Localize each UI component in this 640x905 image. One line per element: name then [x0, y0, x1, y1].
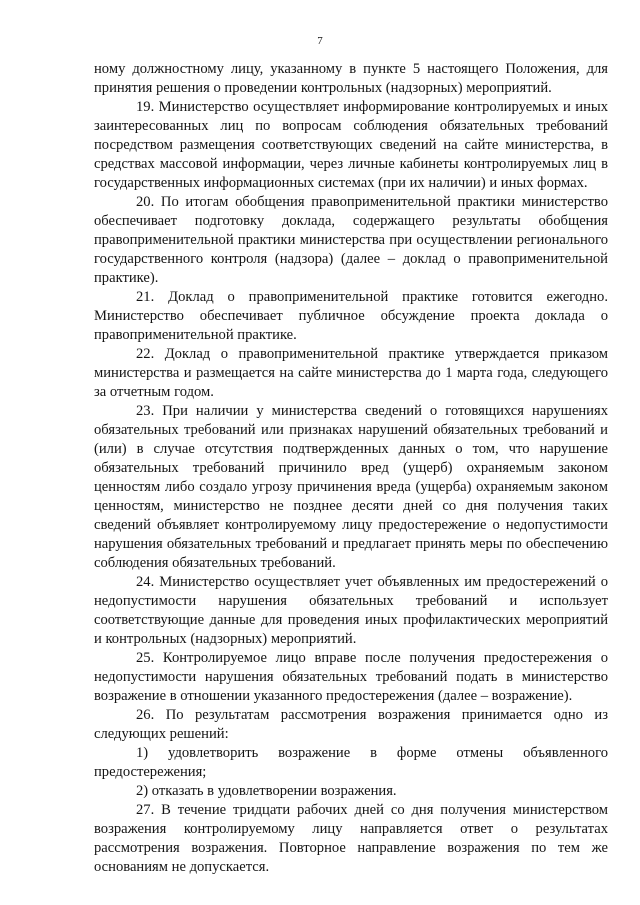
paragraph-26: 26. По результатам рассмотрения возражения принимается одно из следующих решений: — [94, 707, 608, 742]
paragraph-21: 21. Доклад о правоприменительной практике готовится ежегодно. Министерство обеспечивает публичное обсуждение проекта доклада о правоприменительной практике. — [94, 289, 608, 343]
document-body — [94, 60, 608, 877]
paragraph-22: 22. Доклад о правоприменительной практике утверждается приказом министерства и размещается на сайте министерства до 1 марта года, следующего за отчетным годом. — [94, 346, 608, 400]
paragraph-19: 19. Министерство осуществляет информирование контролируемых и иных заинтересованных лиц по вопросам соблюдения обязательных требований посредством размещения соответствующих сведений на сайте министерства, в средствах массовой информации, через личные кабинеты контролируемых лиц в государственных информационных системах (при их наличии) и иных формах. — [94, 99, 608, 191]
list-item-1: 1) удовлетворить возражение в форме отмены объявленного предостережения; — [94, 745, 608, 780]
page-number: 7 — [317, 35, 323, 47]
paragraph: ному должностному лицу, указанному в пункте 5 настоящего Положения, для принятия решения о проведении контрольных (надзорных) мероприятий. — [94, 61, 608, 96]
list-item-2: 2) отказать в удовлетворении возражения. — [136, 783, 397, 799]
paragraph-25: 25. Контролируемое лицо вправе после получения предостережения о недопустимости нарушения обязательных требований подать в министерство возражение в отношении указанного предостережения (далее – возражение). — [94, 650, 608, 704]
paragraph-24: 24. Министерство осуществляет учет объявленных им предостережений о недопустимости нарушения обязательных требований и использует соответствующие данные для проведения иных профилактических мероприятий и контрольных (надзорных) мероприятий. — [94, 574, 608, 647]
paragraph-20: 20. По итогам обобщения правоприменительной практики министерство обеспечивает подготовку доклада, содержащего результаты обобщения правоприменительной практики министерства при осуществлении регионального государственного контроля (надзора) (далее – доклад о правоприменительной практике). — [94, 194, 608, 286]
paragraph-27: 27. В течение тридцати рабочих дней со дня получения министерством возражения контролируемому лицу направляется ответ о результатах рассмотрения возражения. Повторное направление возражения по тем же основаниям не допускается. — [94, 802, 608, 875]
paragraph-23: 23. При наличии у министерства сведений о готовящихся нарушениях обязательных требований или признаках нарушений обязательных требований и (или) в случае отсутствия подтвержденных данных о том, что нарушение обязательных требований причинило вред (ущерб) охраняемым законом ценностям либо создало угрозу причинения вреда (ущерба) охраняемым законом ценностям, министерство не позднее десяти дней со дня получения таких сведений объявляет контролируемому лицу предостережение о недопустимости нарушения обязательных требований и предлагает принять меры по обеспечению соблюдения обязательных требований. — [94, 403, 608, 571]
